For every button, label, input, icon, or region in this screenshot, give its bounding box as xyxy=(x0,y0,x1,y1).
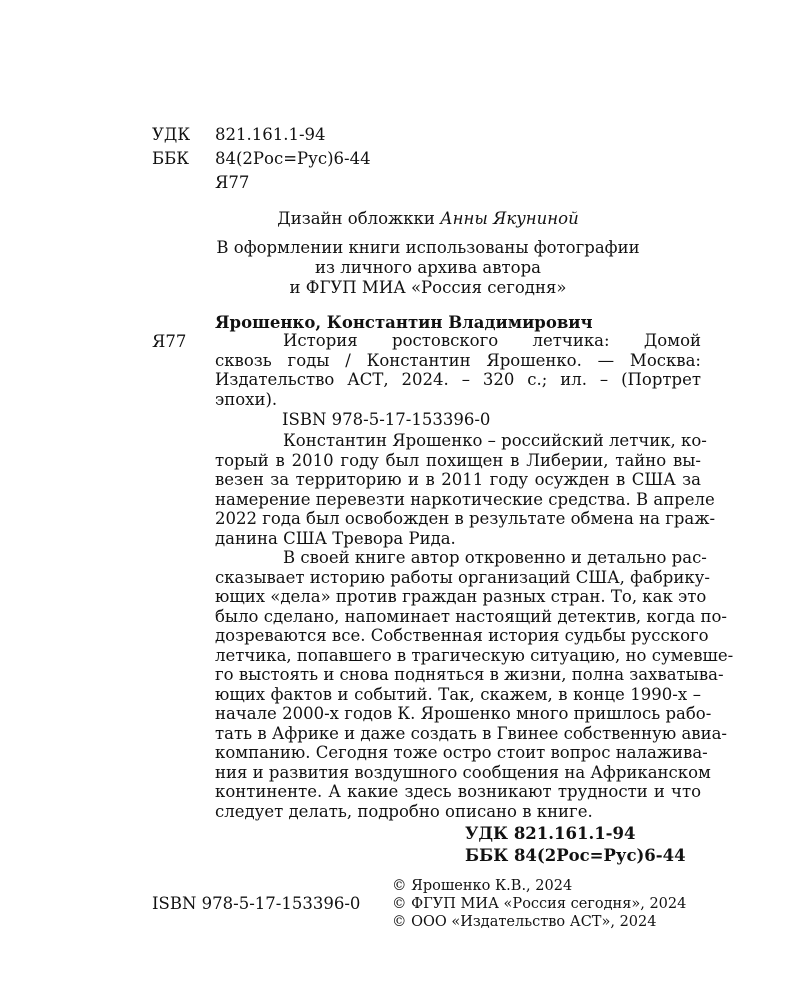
footer-isbn: ISBN 978-5-17-153396-0 xyxy=(152,894,361,913)
closing-bbk xyxy=(465,845,686,867)
closing-bbk-text: ББК 84(2Рос=Рус)6-44 xyxy=(465,846,686,865)
copyright-line: © ФГУП МИА «Россия сегодня», 2024 xyxy=(392,896,687,912)
annotation-line: намерение перевезти наркотические средства. В апреле xyxy=(215,489,715,509)
author-heading-text: Ярошенко, Константин Владимирович xyxy=(215,313,593,332)
cover-designer: Анны Якуниной xyxy=(440,209,579,228)
closing-udk-text: УДК 821.161.1-94 xyxy=(465,824,636,843)
udk-label: УДК xyxy=(152,125,191,144)
annotation-line: континенте. А какие здесь возникают трудности и что xyxy=(215,782,701,801)
annotation-line: тать в Африке и даже создать в Гвинее собственную авиа- xyxy=(215,723,727,743)
annotation-line: Константин Ярошенко – российский летчик, ко- xyxy=(283,431,707,450)
annotation-line: компанию. Сегодня тоже остро стоит вопрос налажива- xyxy=(215,743,708,762)
annotation-line: ния и развития воздушного сообщения на Африканском xyxy=(215,762,711,782)
annotation-line: данина США Тревора Рида. xyxy=(215,528,456,548)
copyright-line: © ООО «Издательство АСТ», 2024 xyxy=(392,914,657,930)
udk-value: 821.161.1-94 xyxy=(215,125,326,144)
annotation-line: В своей книге автор откровенно и детально рас- xyxy=(283,548,707,567)
catalog-isbn: ISBN 978-5-17-153396-0 xyxy=(282,410,491,429)
annotation-line: было сделано, напоминает настоящий детектив, когда по- xyxy=(215,606,727,626)
annotation-line: ющих фактов и событий. Так, скажем, в конце 1990-х – xyxy=(215,684,701,704)
photo-credit-line: и ФГУП МИА «Россия сегодня» xyxy=(289,278,567,297)
annotation-line: торый в 2010 году был похищен в Либерии, тайно вы- xyxy=(215,450,701,470)
annotation-line: 2022 года был освобожден в результате обмена на граж- xyxy=(215,509,716,528)
catalog-author-mark: Я77 xyxy=(152,332,187,351)
description-line: сквозь годы / Константин Ярошенко. — Москва: xyxy=(215,350,701,370)
author-mark: Я77 xyxy=(215,173,250,192)
annotation-paragraph-2 xyxy=(215,548,734,821)
annotation-line: следует делать, подробно описано в книге. xyxy=(215,801,593,821)
annotation-line: начале 2000-х годов К. Ярошенко много пришлось рабо- xyxy=(215,704,712,723)
bbk-label: ББК xyxy=(152,149,190,168)
annotation-line: везен за территорию и в 2011 году осужден в США за xyxy=(215,470,701,489)
photo-credit-line: В оформлении книги использованы фотографии xyxy=(216,238,640,257)
annotation-line: ющих «дела» против граждан разных стран. То, как это xyxy=(215,587,707,606)
copyright-line: © Ярошенко К.В., 2024 xyxy=(392,878,573,894)
cover-credit-prefix: Дизайн обложкки xyxy=(277,209,435,228)
description-line: Издательство АСТ, 2024. – 320 с.; ил. – (Портрет xyxy=(215,370,701,389)
bbk-value: 84(2Рос=Рус)6-44 xyxy=(215,149,371,168)
closing-udk xyxy=(465,823,635,845)
annotation-line: сказывает историю работы организаций США, фабрику- xyxy=(215,567,710,587)
catalog-description xyxy=(215,331,701,409)
description-line: эпохи). xyxy=(215,389,278,409)
description-line: История ростовского летчика: Домой xyxy=(283,331,701,350)
annotation-line: летчика, попавшего в трагическую ситуацию, но сумевше- xyxy=(215,645,734,665)
annotation-paragraph-1 xyxy=(215,431,716,548)
annotation-line: дозреваются все. Собственная история судьбы русского xyxy=(215,626,709,645)
annotation-line: го выстоять и снова подняться в жизни, полна захватыва- xyxy=(215,665,724,684)
cover-credit xyxy=(28,208,800,230)
photo-credit-line: из личного архива автора xyxy=(314,258,542,277)
